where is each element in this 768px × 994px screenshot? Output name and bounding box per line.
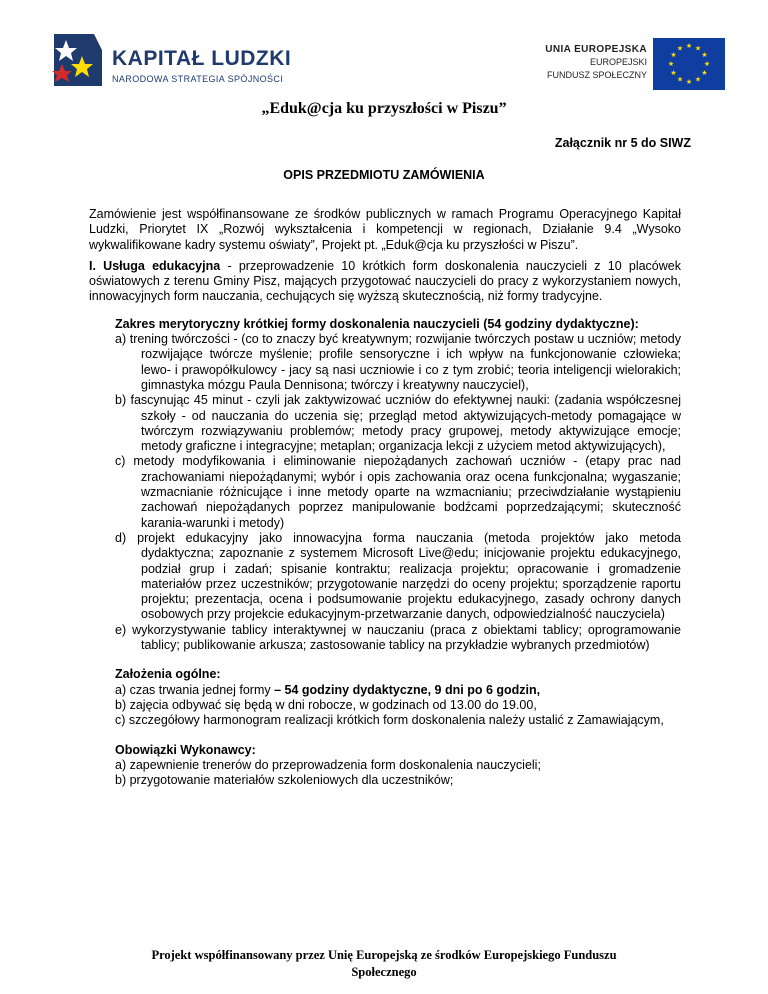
svg-text:★: ★: [676, 44, 684, 53]
kapital-ludzki-subtitle: NARODOWA STRATEGIA SPÓJNOŚCI: [112, 74, 284, 84]
general-item-a-bold: – 54 godziny dydaktyczne, 9 dni po 6 godzin,: [274, 682, 541, 697]
kapital-ludzki-title: KAPITAŁ LUDZKI: [112, 47, 292, 70]
svg-text:★: ★: [685, 78, 693, 86]
scope-item-c: c) metody modyfikowania i eliminowanie niepożądanych zachowań uczniów - (etapy prac nad zrachowaniami niepożądanymi; wybór i opis zachowania oraz ocena funkcjonalna; wygaszanie; wzmacnianie różnicujące i inne metody oparte na wzmacnianiu; przeciwdziałanie wystąpieniu zachowań niepożądanych poprzez manipulowanie bodźcami poprzedzającymi; skuteczność karania-warunki i metody): [115, 454, 681, 530]
kapital-ludzki-logo: [52, 30, 292, 100]
scope-item-e: e) wykorzystywanie tablicy interaktywnej w nauczaniu (praca z obiektami tablicy; oprogramowanie tablicy; publikowanie arkusza; zastosowanie tablicy na przykładzie wybranych przedmiotów): [115, 622, 681, 653]
document-body: [89, 207, 681, 788]
svg-text:★: ★: [670, 69, 677, 77]
svg-text:★: ★: [670, 51, 677, 59]
eu-logo-line2: EUROPEJSKI: [589, 57, 647, 67]
section-heading: OPIS PRZEDMIOTU ZAMÓWIENIA: [283, 168, 485, 182]
eu-logo-main: UNIA EUROPEJSKA: [545, 44, 647, 55]
scope-item-b: b) fascynując 45 minut - czyli jak zaktywizować uczniów do efektywnej nauki: (zadania współczesnej szkoły - od nauczania do uczenia się; przegląd metod aktywizujących-metody pomagające w twórczym rozwiązywaniu problemów; metody pracy grupowej, metody aktywizujące emocje; metody graficzne i integracyjne; metaplan; organizacja lekcji z użyciem metod aktywizujących),: [115, 393, 681, 454]
page-footer: [0, 947, 768, 981]
eu-logo: [540, 38, 725, 94]
svg-text:★: ★: [701, 51, 708, 59]
general-item-a-prefix: a) czas trwania jednej formy: [115, 682, 275, 697]
duties-heading: Obowiązki Wykonawcy:: [115, 742, 256, 757]
service-paragraph: [89, 259, 681, 305]
scope-item-a: a) trening twórczości - (co to znaczy być kreatywnym; rozwijanie twórczych postaw u uczniów; metody rozwijające twórcze myślenie; profile sensoryczne i ich wpływ na funkcjonowanie człowieka; lewo- i prawopółkulowcy - jacy są nasi uczniowie i co z tym zrobić; teoria inteligencji wielorakich; gimnastyka mózgu Paula Dennisona; twórczy i kreatywny nauczyciel),: [115, 332, 681, 392]
service-label: I. Usługa edukacyjna: [89, 258, 221, 273]
svg-text:★: ★: [676, 75, 684, 84]
svg-text:★: ★: [685, 42, 693, 50]
svg-text:★: ★: [694, 44, 702, 53]
scope-heading: Zakres merytoryczny krótkiej formy doskonalenia nauczycieli (54 godziny dydaktyczne):: [115, 316, 639, 331]
document-title: „Eduk@cja ku przyszłości w Piszu”: [261, 100, 507, 117]
intro-paragraph: Zamówienie jest współfinansowane ze środków publicznych w ramach Programu Operacyjnego Kapitał Ludzki, Priorytet IX „Rozwój wykształcenia i kompetencji w regionach, Działanie 9.4 „Wysoko wykwalifikowane kadry systemu oświaty”, Projekt pt. „Eduk@cja ku przyszłości w Piszu”.: [89, 207, 681, 252]
scope-item-d: d) projekt edukacyjny jako innowacyjna forma nauczania (metoda projektów jako metoda dydaktyczna; zapoznanie z systemem Microsoft Live@edu; inicjowanie projektu edukacyjnego, podział grup i zadań; spisanie kontraktu; realizacja projektu; opracowanie i gromadzenie materiałów przez uczestników; przygotowanie narzędzi do oceny projektu; sporządzenie raportu projektu; prezentacja, ocena i podsumowanie projektu edukacyjnego, zasady ochrony danych osobowych przy projekcie edukacyjnym-przetwarzanie danych, odpowiedzialność nauczyciela): [115, 530, 681, 622]
svg-text:★: ★: [694, 75, 702, 84]
eu-logo-line3: FUNDUSZ SPOŁECZNY: [546, 70, 647, 80]
eu-flag-icon: [653, 38, 725, 90]
eu-logo-text: [545, 43, 647, 82]
duties-item-b: b) przygotowanie materiałów szkoleniowych dla uczestników;: [115, 773, 454, 788]
general-item-a: [115, 683, 681, 698]
general-heading: Założenia ogólne:: [115, 667, 221, 682]
footer-line1: Projekt współfinansowany przez Unię Europejską ze środków Europejskiego Funduszu: [151, 948, 617, 962]
svg-text:★: ★: [701, 69, 708, 77]
annex-label: Załącznik nr 5 do SIWZ: [554, 136, 691, 150]
general-item-c: c) szczegółowy harmonogram realizacji krótkich form doskonalenia należy ustalić z Zamawiającym,: [115, 713, 664, 728]
svg-text:★: ★: [667, 60, 675, 68]
kapital-ludzki-star-icon: [52, 30, 106, 90]
general-item-b: b) zajęcia odbywać się będą w dni robocze, w godzinach od 13.00 do 19.00,: [115, 697, 537, 712]
svg-text:★: ★: [703, 60, 711, 68]
service-text: - przeprowadzenie 10 krótkich form doskonalenia nauczycieli z 10 placówek oświatowych z terenu Gminy Pisz, mających przygotować nauczycieli do pracy z wykorzystaniem nowych, innowacyjnych form nauczania, cechujących się wyższą skutecznością, niż formy tradycyjne.: [89, 258, 681, 304]
duties-item-a: a) zapewnienie trenerów do przeprowadzenia form doskonalenia nauczycieli;: [115, 757, 541, 772]
scope-section: [115, 317, 681, 789]
footer-line2: Społecznego: [351, 965, 417, 979]
